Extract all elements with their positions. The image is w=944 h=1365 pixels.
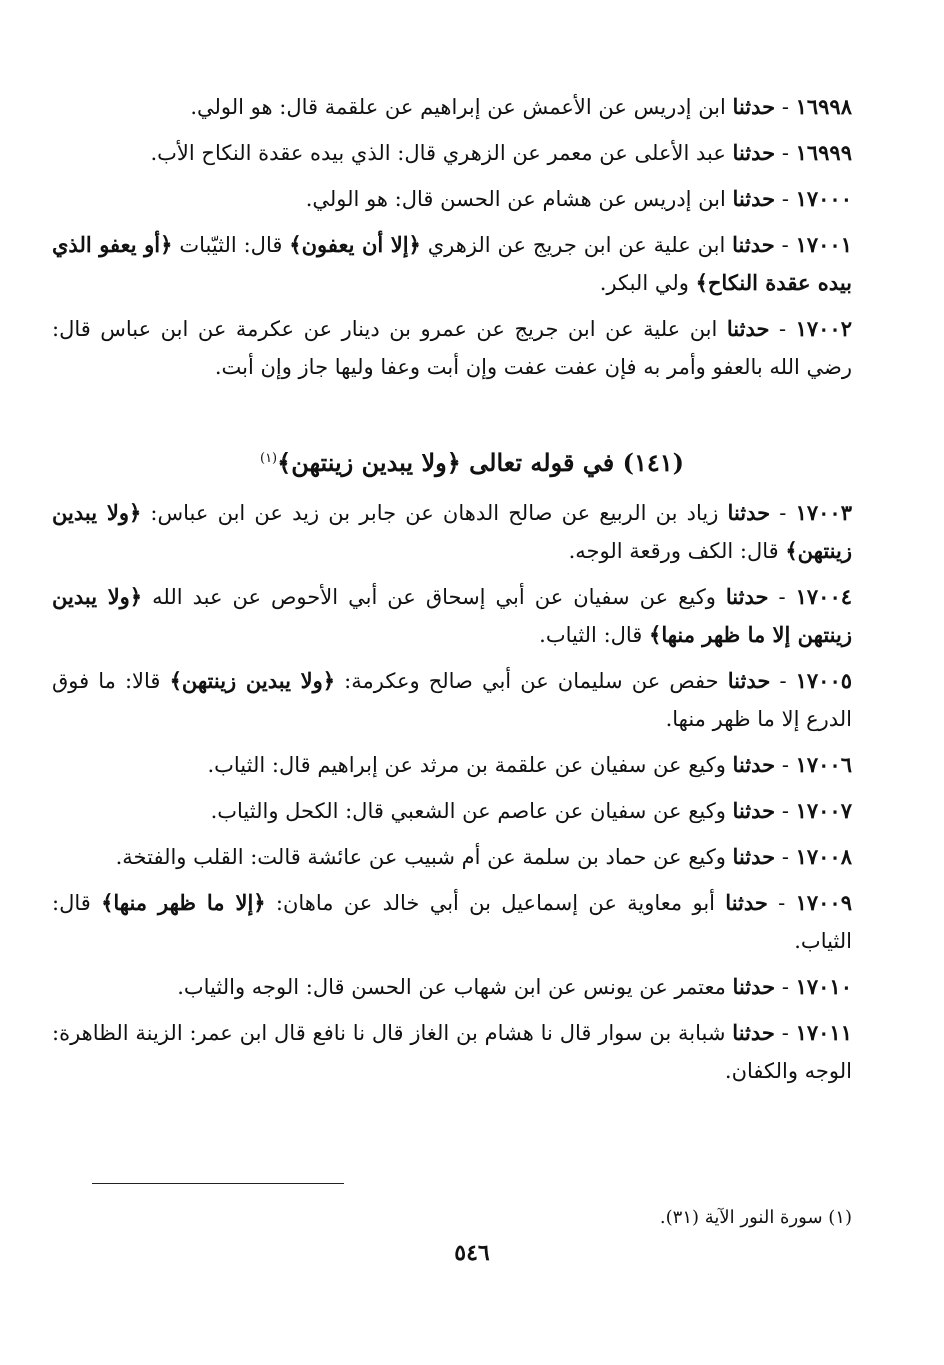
haddathana-word: حدثنا — [727, 500, 771, 525]
narration-17001: ١٧٠٠١ - حدثنا ابن علية عن ابن جريج عن الزهري ﴿إلا أن يعفون﴾ قال: الثيّبات ﴿أو يعفو الذي بيده عقدة النكاح﴾ ولي البكر. — [52, 232, 852, 295]
footnote-divider — [92, 1183, 344, 1184]
narration-17002: ١٧٠٠٢ - حدثنا ابن علية عن ابن جريج عن عمرو بن دينار عن عكرمة عن ابن عباس قال: رضي الله بالعفو وأمر به فإن عفت عفت وإن أبت وعفا وليها جاز وإن أبت. — [52, 316, 852, 379]
narration-17010: ١٧٠١٠ - حدثنا معتمر عن يونس عن ابن شهاب عن الحسن قال: الوجه والثياب. — [177, 974, 852, 999]
narration-number: ١٧٠١٠ — [795, 974, 852, 999]
narration-number: ١٧٠٠٥ — [795, 668, 853, 693]
narration-text: وكيع عن سفيان عن عاصم عن الشعبي قال: الكحل والثياب. — [210, 799, 726, 823]
narration-text: عبد الأعلى عن معمر عن الزهري قال: الذي بيده عقدة النكاح الأب. — [150, 141, 726, 165]
narration-text: وكيع عن سفيان عن أبي إسحاق عن أبي الأحوص عن عبد الله — [142, 585, 716, 609]
haddathana-word: حدثنا — [732, 94, 776, 119]
quran-quote: ﴿ولا يبدين زينتهن إلا ما ظهر منها﴾ — [52, 584, 852, 647]
narration-17009: ١٧٠٠٩ - حدثنا أبو معاوية عن إسماعيل بن أبي خالد عن ماهان: ﴿إلا ما ظهر منها﴾ قال: الثياب. — [52, 890, 852, 953]
narration-number: ١٧٠٠٧ — [795, 798, 852, 823]
haddathana-word: حدثنا — [732, 798, 776, 823]
narration-text: شبابة بن سوار قال نا هشام بن الغاز قال نا نافع قال ابن عمر: الزينة الظاهرة: الوجه والكفان. — [52, 1021, 852, 1083]
narration-17005: ١٧٠٠٥ - حدثنا حفص عن سليمان عن أبي صالح وعكرمة: ﴿ولا يبدين زينتهن﴾ قالا: ما فوق الدرع إلا ما ظهر منها. — [52, 668, 853, 731]
haddathana-word: حدثنا — [732, 186, 776, 211]
quran-quote: ﴿ولا يبدين زينتهن﴾ — [169, 668, 336, 693]
quran-quote: ﴿أو يعفو الذي بيده عقدة النكاح﴾ — [52, 232, 852, 295]
narration-text: وكيع عن سفيان عن علقمة بن مرثد عن إبراهيم قال: الثياب. — [207, 753, 726, 777]
narration-text: قال: الثياب. — [539, 623, 650, 647]
narration-17003: ١٧٠٠٣ - حدثنا زياد بن الربيع عن صالح الدهان عن جابر بن زيد عن ابن عباس: ﴿ولا يبدين زينتهن﴾ قال: الكف ورقعة الوجه. — [52, 500, 852, 563]
haddathana-word: حدثنا — [727, 668, 771, 693]
top-narrations — [52, 88, 852, 386]
narration-text: وكيع عن حماد بن سلمة عن أم شبيب عن عائشة قالت: القلب والفتخة. — [115, 845, 726, 869]
narration-text: أبو معاوية عن إسماعيل بن أبي خالد عن ماهان: — [265, 891, 715, 915]
narration-text: حفص عن سليمان عن أبي صالح وعكرمة: — [335, 669, 719, 693]
narration-text: ابن إدريس عن الأعمش عن إبراهيم عن علقمة قال: هو الولي. — [190, 95, 726, 119]
narration-text: ابن إدريس عن هشام عن الحسن قال: هو الولي. — [305, 187, 726, 211]
bottom-narrations — [52, 494, 852, 1090]
haddathana-word: حدثنا — [732, 1020, 775, 1045]
haddathana-word: حدثنا — [725, 584, 769, 609]
haddathana-word: حدثنا — [732, 974, 776, 999]
narration-number: ١٧٠٠٩ — [795, 890, 852, 915]
narration-text: زياد بن الربيع عن صالح الدهان عن جابر بن زيد عن ابن عباس: — [141, 501, 719, 525]
narration-text: قال: الثيّبات — [172, 233, 290, 257]
page-number: ٥٤٦ — [454, 1240, 490, 1266]
narration-text: ولي البكر. — [599, 271, 696, 295]
quran-quote: ﴿إلا أن يعفون﴾ — [289, 232, 421, 257]
narration-17007: ١٧٠٠٧ - حدثنا وكيع عن سفيان عن عاصم عن الشعبي قال: الكحل والثياب. — [210, 798, 852, 823]
narration-number: ١٧٠١١ — [795, 1020, 852, 1045]
narration-number: ١٧٠٠١ — [795, 232, 852, 257]
section-heading-text: (١٤١) في قوله تعالى ﴿ولا يبدين زينتهن﴾ — [277, 448, 685, 477]
narration-number: ١٦٩٩٨ — [795, 94, 852, 119]
narration-17000: ١٧٠٠٠ - حدثنا ابن إدريس عن هشام عن الحسن قال: هو الولي. — [305, 186, 852, 211]
quran-quote: ﴿ولا يبدين زينتهن﴾ — [52, 500, 852, 563]
narration-number: ١٧٠٠٨ — [795, 844, 852, 869]
narration-number: ١٦٩٩٩ — [795, 140, 852, 165]
narration-17008: ١٧٠٠٨ - حدثنا وكيع عن حماد بن سلمة عن أم شبيب عن عائشة قالت: القلب والفتخة. — [115, 844, 852, 869]
narration-17011: ١٧٠١١ - حدثنا شبابة بن سوار قال نا هشام بن الغاز قال نا نافع قال ابن عمر: الزينة الظاهرة: الوجه والكفان. — [52, 1020, 852, 1083]
narration-text: قال: الكف ورقعة الوجه. — [568, 539, 786, 563]
narration-text: قالا: ما فوق الدرع إلا ما ظهر منها. — [52, 669, 852, 731]
haddathana-word: حدثنا — [732, 232, 775, 257]
haddathana-word: حدثنا — [732, 752, 776, 777]
narration-number: ١٧٠٠٠ — [795, 186, 852, 211]
haddathana-word: حدثنا — [732, 140, 776, 165]
narration-number: ١٧٠٠٣ — [795, 500, 852, 525]
quran-quote: ﴿إلا ما ظهر منها﴾ — [101, 890, 266, 915]
footnote-ref: (١) — [259, 451, 278, 466]
section-heading — [0, 448, 944, 477]
footnote: (١) سورة النور الآية (٣١). — [659, 1207, 852, 1228]
narration-16998: ١٦٩٩٨ - حدثنا ابن إدريس عن الأعمش عن إبراهيم عن علقمة قال: هو الولي. — [190, 94, 852, 119]
narration-text: ابن علية عن ابن جريج عن الزهري — [420, 233, 726, 257]
narration-number: ١٧٠٠٦ — [795, 752, 852, 777]
narration-16999: ١٦٩٩٩ - حدثنا عبد الأعلى عن معمر عن الزهري قال: الذي بيده عقدة النكاح الأب. — [150, 140, 852, 165]
narration-text: قال: الثياب. — [52, 891, 852, 953]
haddathana-word: حدثنا — [732, 844, 776, 869]
narration-17006: ١٧٠٠٦ - حدثنا وكيع عن سفيان عن علقمة بن مرثد عن إبراهيم قال: الثياب. — [207, 752, 852, 777]
haddathana-word: حدثنا — [726, 316, 770, 341]
narration-text: معتمر عن يونس عن ابن شهاب عن الحسن قال: الوجه والثياب. — [177, 975, 726, 999]
haddathana-word: حدثنا — [725, 890, 768, 915]
narration-text: ابن علية عن ابن جريج عن عمرو بن دينار عن عكرمة عن ابن عباس قال: رضي الله بالعفو وأمر به فإن عفت عفت وإن أبت وعفا وليها جاز وإن أبت. — [52, 317, 852, 379]
narration-number: ١٧٠٠٢ — [795, 316, 852, 341]
narration-number: ١٧٠٠٤ — [795, 584, 853, 609]
narration-17004: ١٧٠٠٤ - حدثنا وكيع عن سفيان عن أبي إسحاق عن أبي الأحوص عن عبد الله ﴿ولا يبدين زينتهن إلا ما ظهر منها﴾ قال: الثياب. — [52, 584, 853, 647]
